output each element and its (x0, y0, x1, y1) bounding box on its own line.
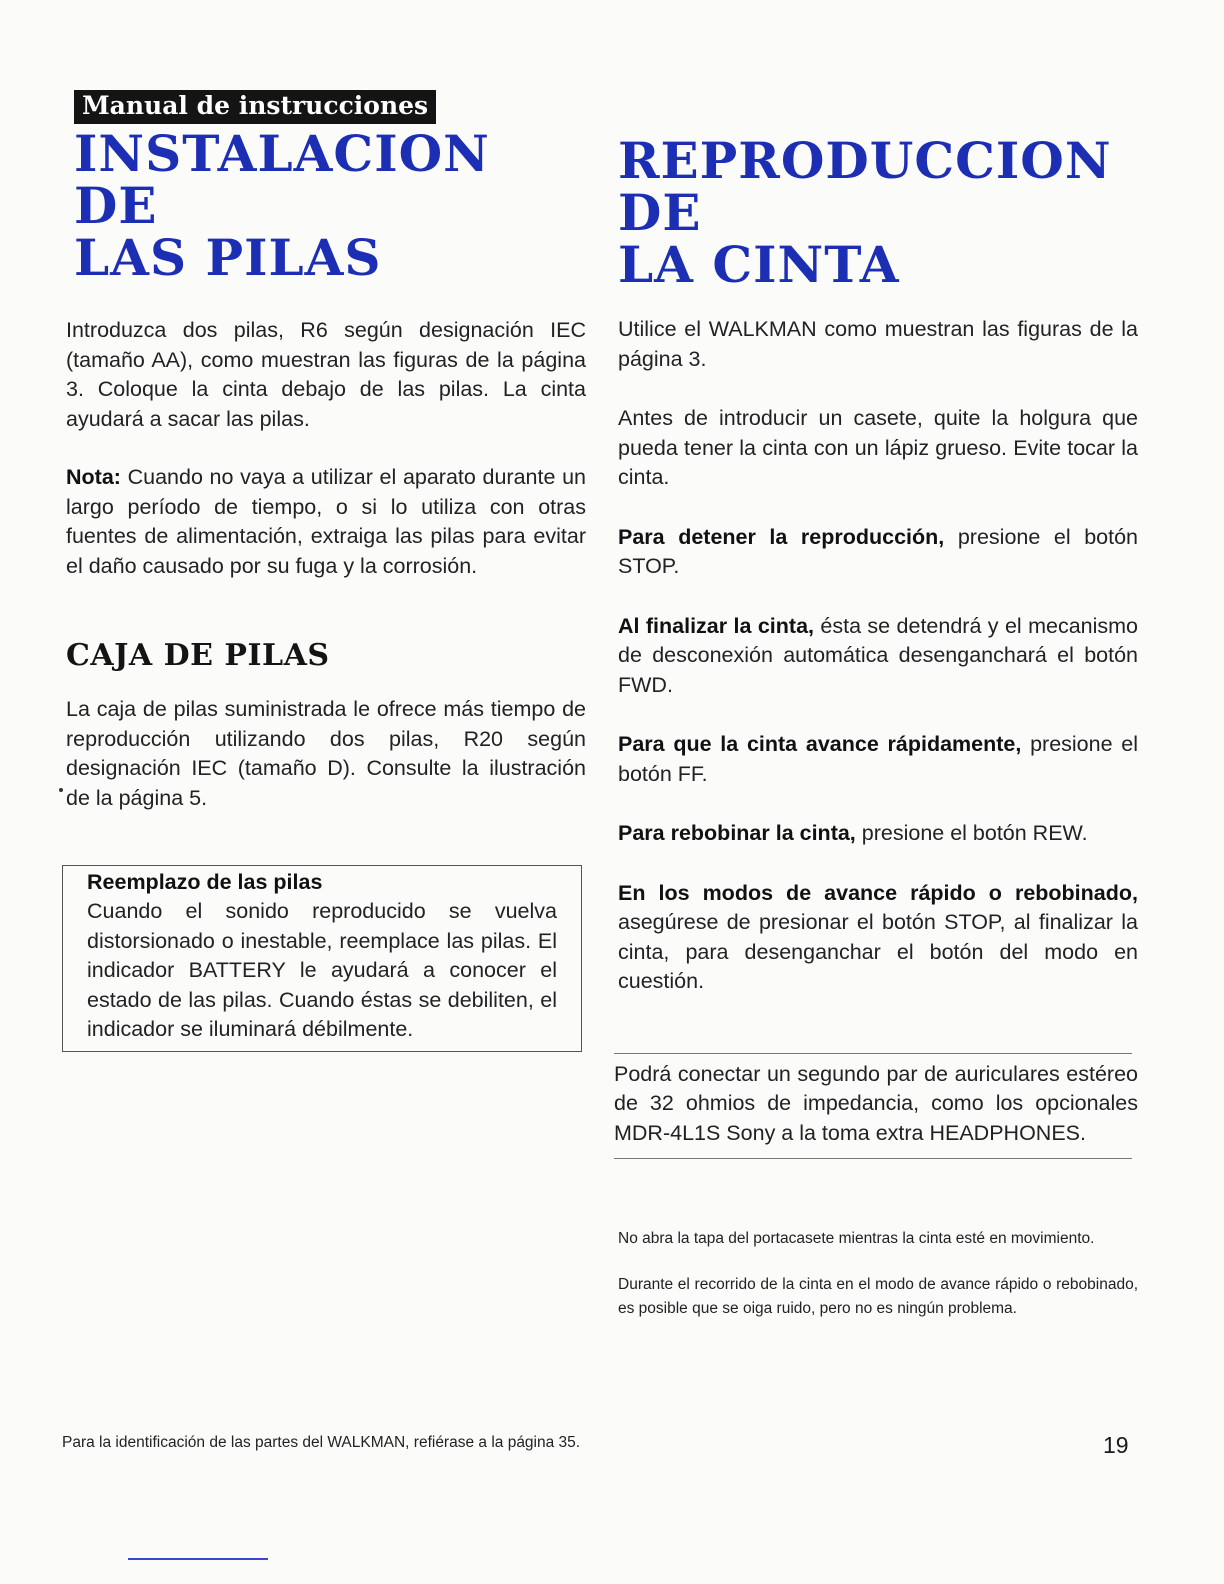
modes-text: asegúrese de presionar el botón STOP, al finalizar la cinta, para desenganchar el botón del modo en cuestión. (618, 910, 1138, 993)
noise-note: Durante el recorrido de la cinta en el modo de avance rápido o rebobinado, es posible que se oiga ruido, pero no es ningún problema. (618, 1276, 1138, 1317)
note-text: Cuando no vaya a utilizar el aparato durante un largo período de tiempo, o si lo utiliza con otras fuentes de alimentación, extraiga las pilas para evitar el daño causado por su fuga y la corrosión. (66, 465, 586, 578)
fast-forward-label: Para que la cinta avance rápidamente, (618, 732, 1022, 756)
stop-text: presione el botón STOP. (618, 524, 1138, 578)
rewind-paragraph (618, 819, 1138, 849)
modes-paragraph (618, 879, 1138, 997)
playback-heading-line1: REPRODUCCION DE (618, 131, 1112, 242)
battery-case-heading: CAJA DE PILAS (66, 638, 330, 673)
battery-heading-line2: LAS PILAS (74, 228, 382, 287)
cassette-lid-note: No abra la tapa del portacasete mientras la cinta esté en movimiento. (618, 1230, 1095, 1247)
end-of-tape-text: ésta se detendrá y el mecanismo de desconexión automática desenganchará el botón FWD. (618, 613, 1138, 697)
modes-label: En los modos de avance rápido o rebobinado, (618, 880, 1138, 905)
manual-tag: Manual de instrucciones (74, 90, 436, 124)
battery-install-heading (74, 124, 586, 287)
bottom-stray-line (128, 1558, 268, 1560)
end-of-tape-label: Al finalizar la cinta, (618, 613, 815, 638)
battery-heading-line1: INSTALACION DE (74, 124, 490, 235)
headphones-top-divider (614, 1053, 1132, 1054)
battery-note-paragraph (66, 463, 586, 581)
battery-replacement-box (62, 865, 582, 1052)
stop-paragraph (618, 523, 1138, 582)
end-of-tape-paragraph (618, 612, 1138, 701)
fast-forward-paragraph (618, 730, 1138, 789)
headphones-paragraph: Podrá conectar un segundo par de auriculares estéreo de 32 ohmios de impedancia, como los opcionales MDR-4L1S Sony a la toma extra HEADPHONES. (614, 1061, 1138, 1145)
note-label: Nota: (66, 465, 121, 489)
footer-reference: Para la identificación de las partes del WALKMAN, refiérase a la página 35. (62, 1434, 581, 1451)
page-number: 19 (1103, 1432, 1129, 1458)
battery-replacement-text: Cuando el sonido reproducido se vuelva distorsionado o inestable, reemplace las pilas. El indicador BATTERY le ayudará a conocer el estado de las pilas. Cuando éstas se debiliten, el indicador se iluminará débilmente. (87, 899, 557, 1041)
speck-mark (59, 788, 63, 792)
right-column (614, 131, 1139, 1321)
playback-heading (618, 131, 1138, 294)
fast-forward-text: presione el botón FF. (618, 732, 1139, 786)
playback-intro-paragraph: Utilice el WALKMAN como muestran las figuras de la página 3. (618, 317, 1138, 371)
battery-intro-paragraph: Introduzca dos pilas, R6 según designación IEC (tamaño AA), como muestran las figuras de la página 3. Coloque la cinta debajo de las pilas. La cinta ayudará a sacar las pilas. (66, 318, 586, 431)
headphones-bottom-divider (614, 1158, 1132, 1159)
battery-replacement-title: Reemplazo de las pilas (87, 870, 323, 894)
stop-label: Para detener la reproducción, (618, 524, 945, 549)
battery-case-paragraph: La caja de pilas suministrada le ofrece más tiempo de reproducción utilizando dos pilas, R20 según designación IEC (tamaño D). Consulte la ilustración de la página 5. (66, 697, 586, 810)
playback-heading-line2: LA CINTA (618, 235, 900, 294)
left-column (66, 90, 586, 1052)
rewind-label: Para rebobinar la cinta, (618, 821, 856, 845)
tape-slack-paragraph: Antes de introducir un casete, quite la holgura que pueda tener la cinta con un lápiz grueso. Evite tocar la cinta. (618, 406, 1138, 489)
rewind-text: presione el botón REW. (855, 821, 1088, 845)
